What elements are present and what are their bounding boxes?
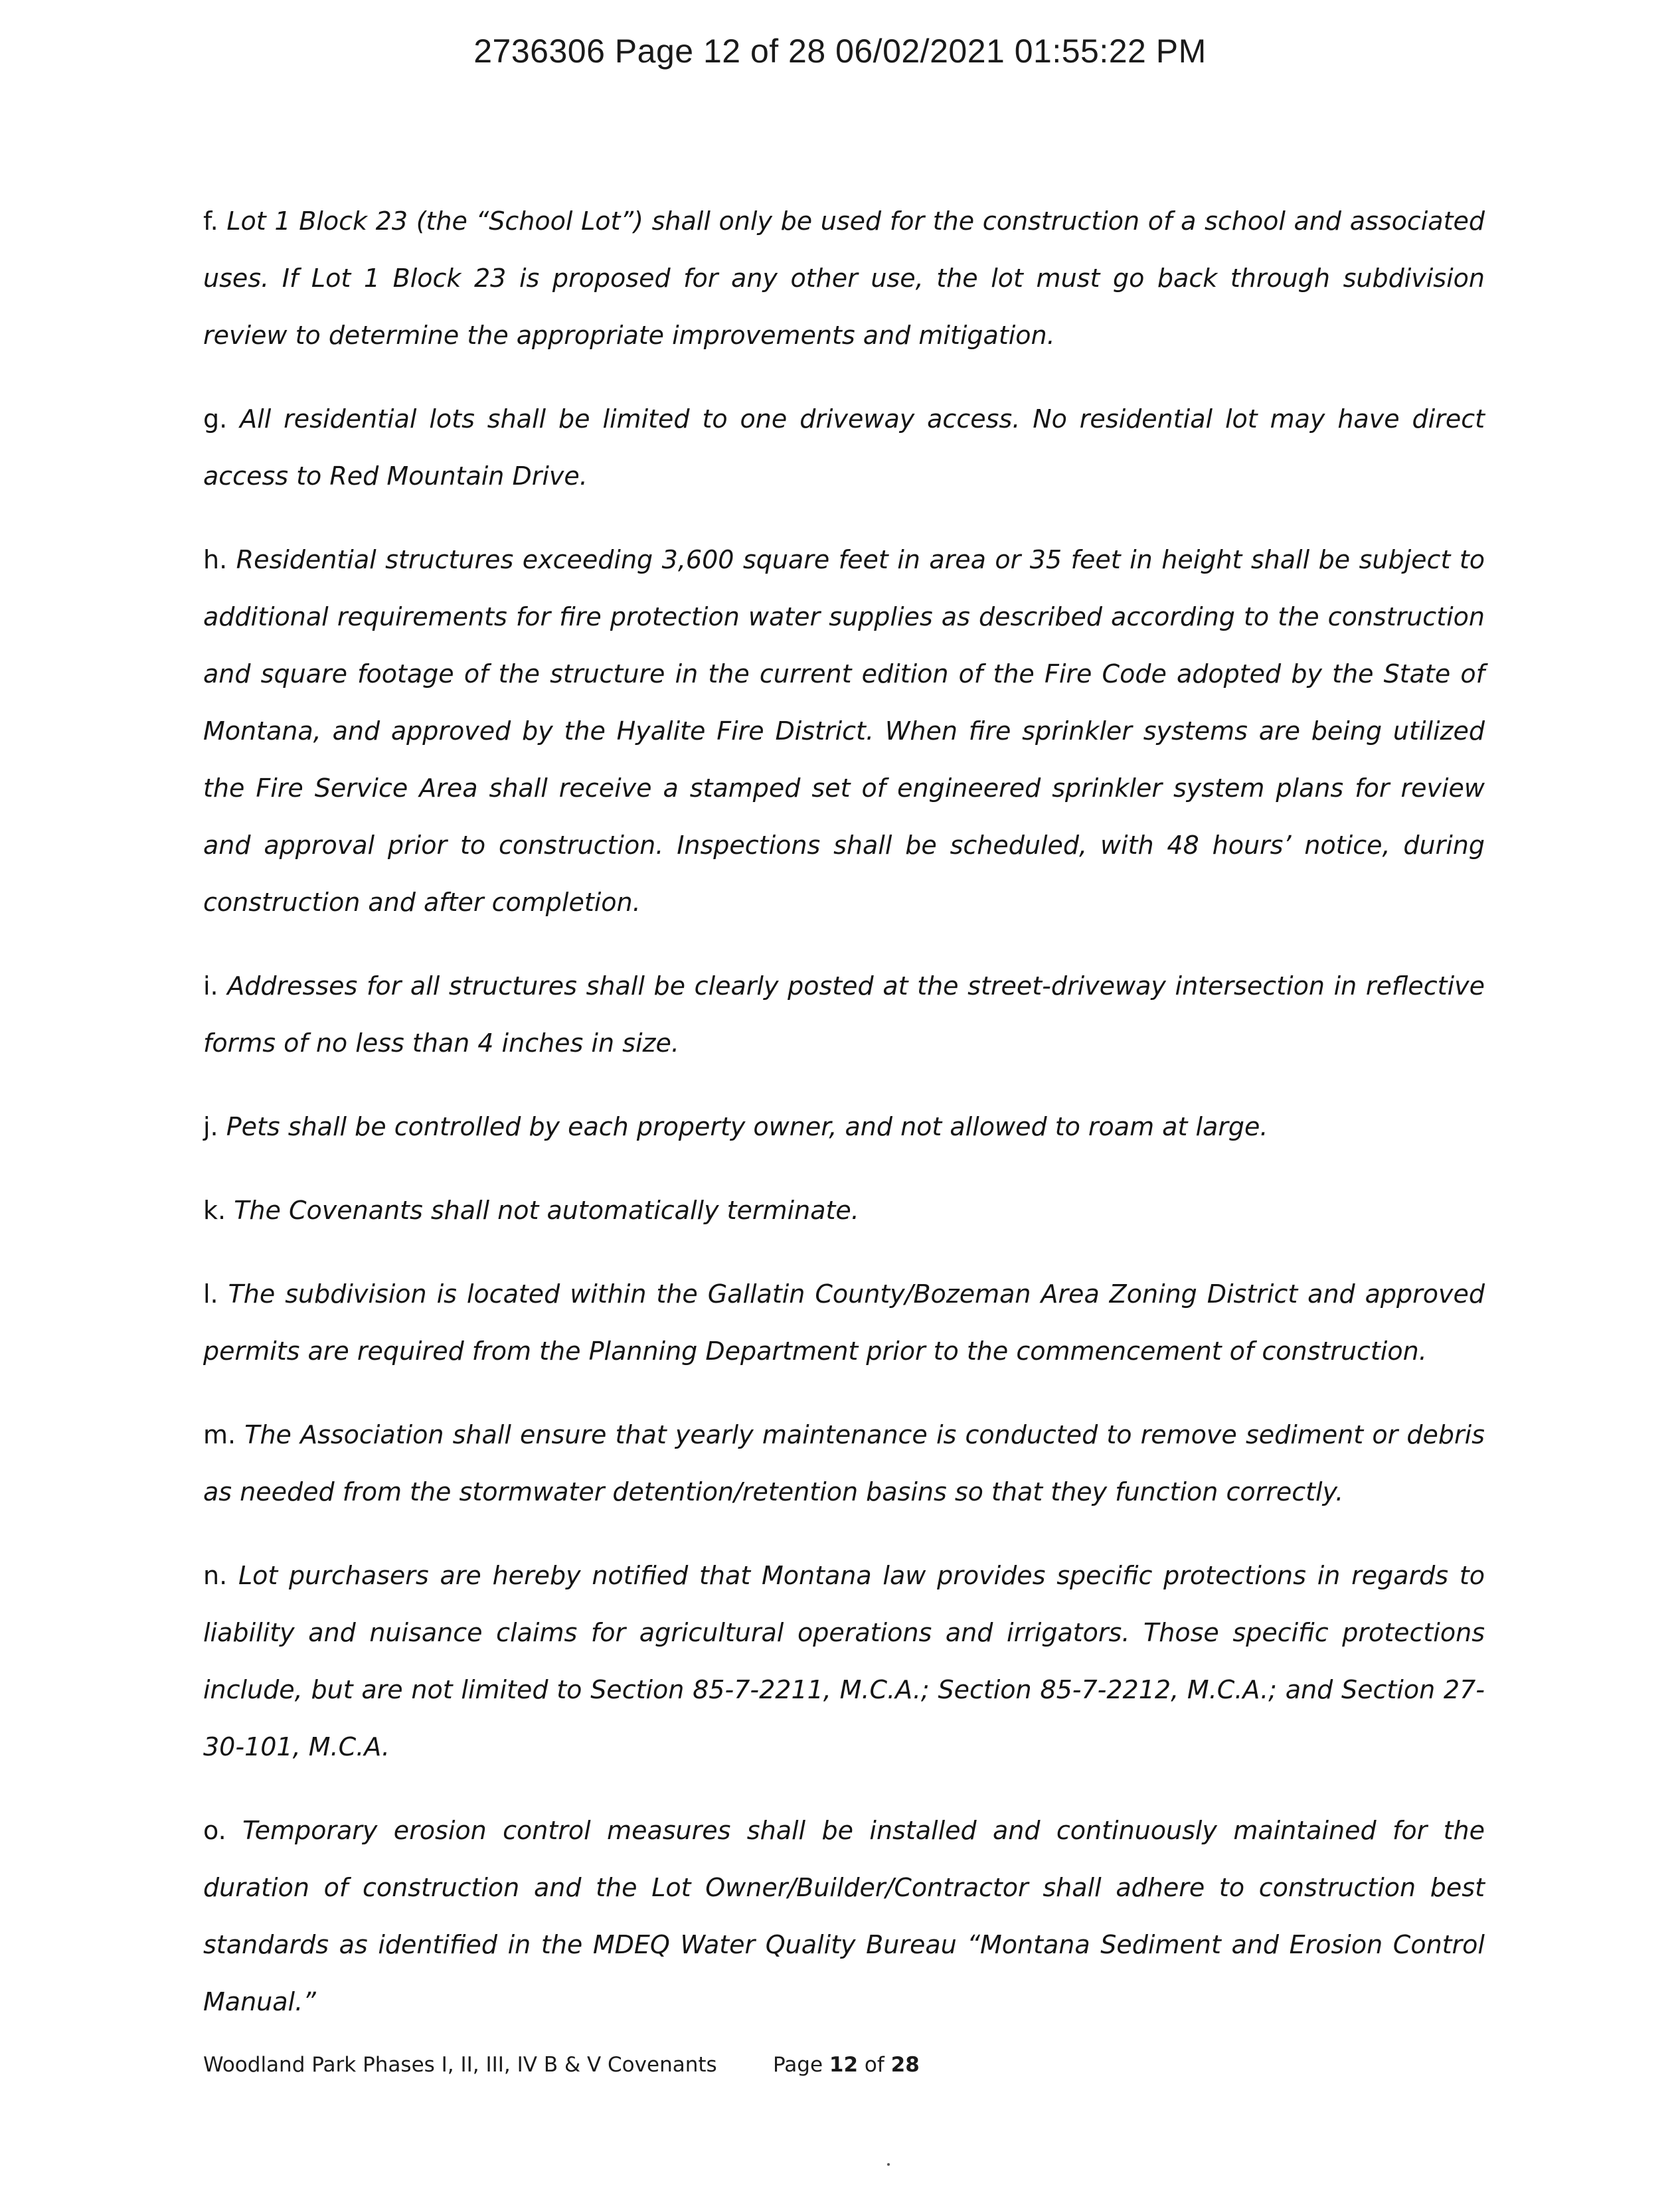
paragraph-label: h. xyxy=(203,545,228,574)
document-body xyxy=(203,193,1485,2057)
paragraph-text: The subdivision is located within the Gallatin County/Bozeman Area Zoning District and approved permits are required from the Planning Department prior to the commencement of construction. xyxy=(203,1279,1485,1366)
paragraph-n xyxy=(203,1547,1485,1775)
paragraph-label: j. xyxy=(203,1112,218,1141)
paragraph-i xyxy=(203,957,1485,1072)
paragraph-g xyxy=(203,390,1485,505)
paragraph-l xyxy=(203,1265,1485,1380)
paragraph-label: k. xyxy=(203,1196,226,1225)
footer-page-total: 28 xyxy=(890,2053,920,2077)
paragraph-text: Residential structures exceeding 3,600 square feet in area or 35 feet in height shall be subject to additional requirements for fire protection water supplies as described according to the construction and square footage of the structure in the current edition of the Fire Code adopted by the State of Montana, and approved by the Hyalite Fire District. When fire sprinkler systems are being utilized the Fire Service Area shall receive a stamped set of engineered sprinkler system plans for review and approval prior to construction. Inspections shall be scheduled, with 48 hours’ notice, during construction and after completion. xyxy=(203,545,1485,917)
paragraph-text: Pets shall be controlled by each property owner, and not allowed to roam at large. xyxy=(226,1112,1268,1141)
footer-page-word: Page xyxy=(773,2053,823,2077)
paragraph-f xyxy=(203,193,1485,364)
paragraph-label: o. xyxy=(203,1816,226,1845)
paragraph-label: g. xyxy=(203,404,228,434)
footer-page-of: of xyxy=(864,2053,884,2077)
paragraph-m xyxy=(203,1406,1485,1520)
footer-page-number xyxy=(773,2053,920,2077)
paragraph-label: m. xyxy=(203,1420,236,1449)
paragraph-label: i. xyxy=(203,971,218,1001)
recording-stamp: 2736306 Page 12 of 28 06/02/2021 01:55:22 PM xyxy=(473,33,1207,70)
scan-dot-mark xyxy=(887,2163,890,2166)
paragraph-text: Temporary erosion control measures shall be installed and continuously maintained for the duration of construction and the Lot Owner/Builder/Contractor shall adhere to construction best standards as identified in the MDEQ Water Quality Bureau “Montana Sediment and Erosion Control Manual.” xyxy=(203,1816,1485,2016)
paragraph-text: All residential lots shall be limited to one driveway access. No residential lot may have direct access to Red Mountain Drive. xyxy=(203,404,1485,491)
paragraph-o xyxy=(203,1802,1485,2030)
paragraph-h xyxy=(203,531,1485,931)
paragraph-text: The Association shall ensure that yearly maintenance is conducted to remove sediment or debris as needed from the stormwater detention/retention basins so that they function correctly. xyxy=(203,1420,1485,1506)
footer-title: Woodland Park Phases I, II, III, IV B & V Covenants xyxy=(203,2053,717,2077)
paragraph-text: Addresses for all structures shall be clearly posted at the street-driveway intersection in reflective forms of no less than 4 inches in size. xyxy=(203,971,1485,1058)
paragraph-label: n. xyxy=(203,1561,228,1590)
paragraph-j xyxy=(203,1098,1485,1155)
paragraph-text: Lot 1 Block 23 (the “School Lot”) shall only be used for the construction of a school and associated uses. If Lot 1 Block 23 is proposed for any other use, the lot must go back through subdivision review to determine the appropriate improvements and mitigation. xyxy=(203,206,1485,350)
paragraph-text: The Covenants shall not automatically terminate. xyxy=(234,1196,859,1225)
paragraph-k xyxy=(203,1182,1485,1239)
paragraph-label: l. xyxy=(203,1279,218,1309)
paragraph-label: f. xyxy=(203,206,218,236)
footer-page-current: 12 xyxy=(829,2053,859,2077)
paragraph-text: Lot purchasers are hereby notified that Montana law provides specific protections in regards to liability and nuisance claims for agricultural operations and irrigators. Those specific protections include, but are not limited to Section 85-7-2211, M.C.A.; Section 85-7-2212, M.C.A.; and Section 27-30-101, M.C.A. xyxy=(203,1561,1485,1761)
